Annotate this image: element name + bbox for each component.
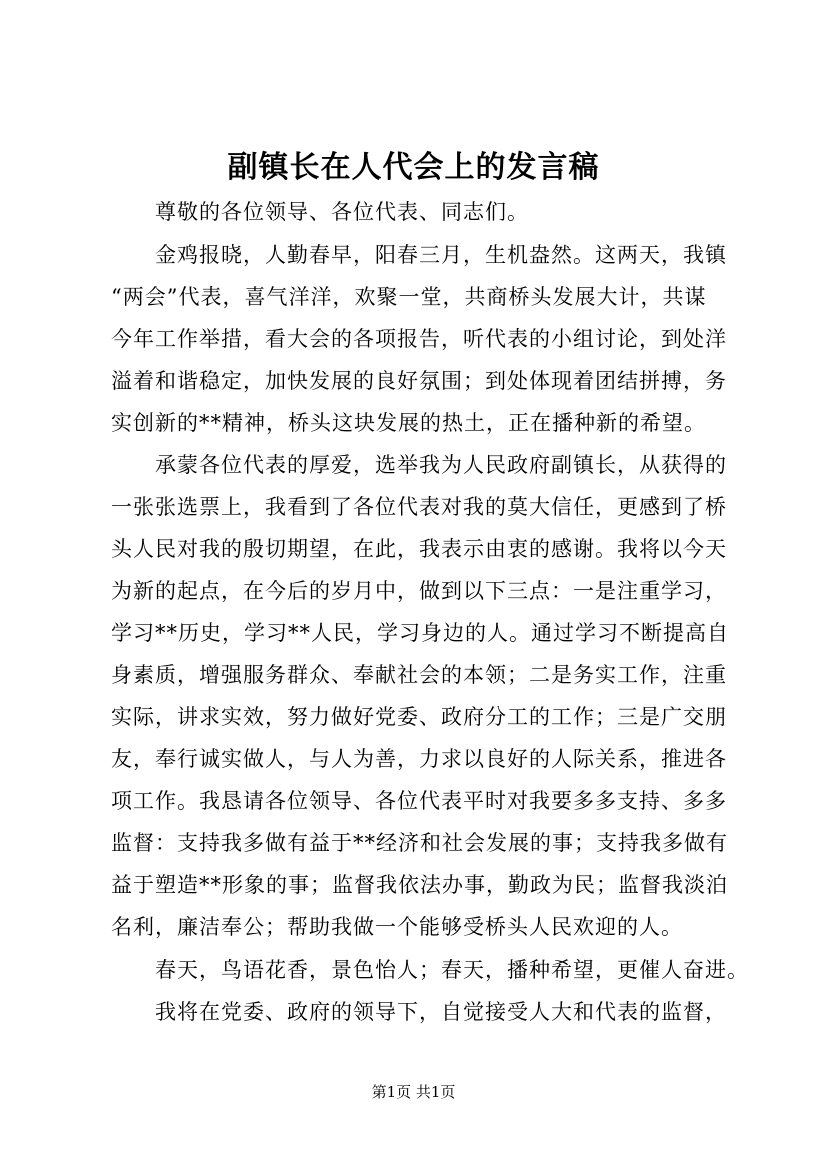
text-line: 我将在党委、政府的领导下，自觉接受人大和代表的监督， [155, 1000, 727, 1024]
text-line: 春天，鸟语花香，景色怡人；春天，播种希望，更催人奋进。 [155, 958, 749, 982]
document-title: 副镇长在人代会上的发言稿 [227, 150, 600, 185]
text-line: 尊敬的各位领导、各位代表、同志们。 [155, 200, 529, 224]
text-line: 承蒙各位代表的厚爱，选举我为人民政府副镇长，从获得的 [155, 453, 727, 477]
text-line: 益于塑造**形象的事；监督我依法办事，勤政为民；监督我淡泊 [111, 873, 728, 897]
text-line: 身素质，增强服务群众、奉献社会的本领；二是务实工作，注重 [111, 663, 727, 687]
text-line: 项工作。我恳请各位领导、各位代表平时对我要多多支持、多多 [111, 789, 727, 813]
text-line: 金鸡报晓，人勤春早，阳春三月，生机盎然。这两天，我镇 [155, 243, 727, 267]
text-line: 为新的起点，在今后的岁月中，做到以下三点：一是注重学习， [111, 579, 727, 603]
text-line: 实创新的**精神，桥头这块发展的热土，正在播种新的希望。 [111, 411, 706, 435]
page-footer: 第1页 共1页 [371, 1083, 456, 1101]
text-line: 监督：支持我多做有益于**经济和社会发展的事；支持我多做有 [111, 831, 728, 855]
text-line: 友，奉行诚实做人，与人为善，力求以良好的人际关系，推进各 [111, 747, 727, 771]
text-line: 一张张选票上，我看到了各位代表对我的莫大信任，更感到了桥 [111, 495, 727, 519]
text-line: 名利，廉洁奉公；帮助我做一个能够受桥头人民欢迎的人。 [111, 915, 683, 939]
text-line: 学习**历史，学习**人民，学习身边的人。通过学习不断提高自 [111, 621, 729, 645]
text-line: “两会”代表，喜气洋洋，欢聚一堂，共商桥头发展大计，共谋 [111, 285, 707, 309]
text-line: 实际，讲求实效，努力做好党委、政府分工的工作；三是广交朋 [111, 705, 727, 729]
text-line: 溢着和谐稳定，加快发展的良好氛围；到处体现着团结拼搏，务 [111, 369, 727, 393]
text-line: 头人民对我的殷切期望，在此，我表示由衷的感谢。我将以今天 [111, 537, 727, 561]
text-line: 今年工作举措，看大会的各项报告，听代表的小组讨论，到处洋 [111, 327, 727, 351]
